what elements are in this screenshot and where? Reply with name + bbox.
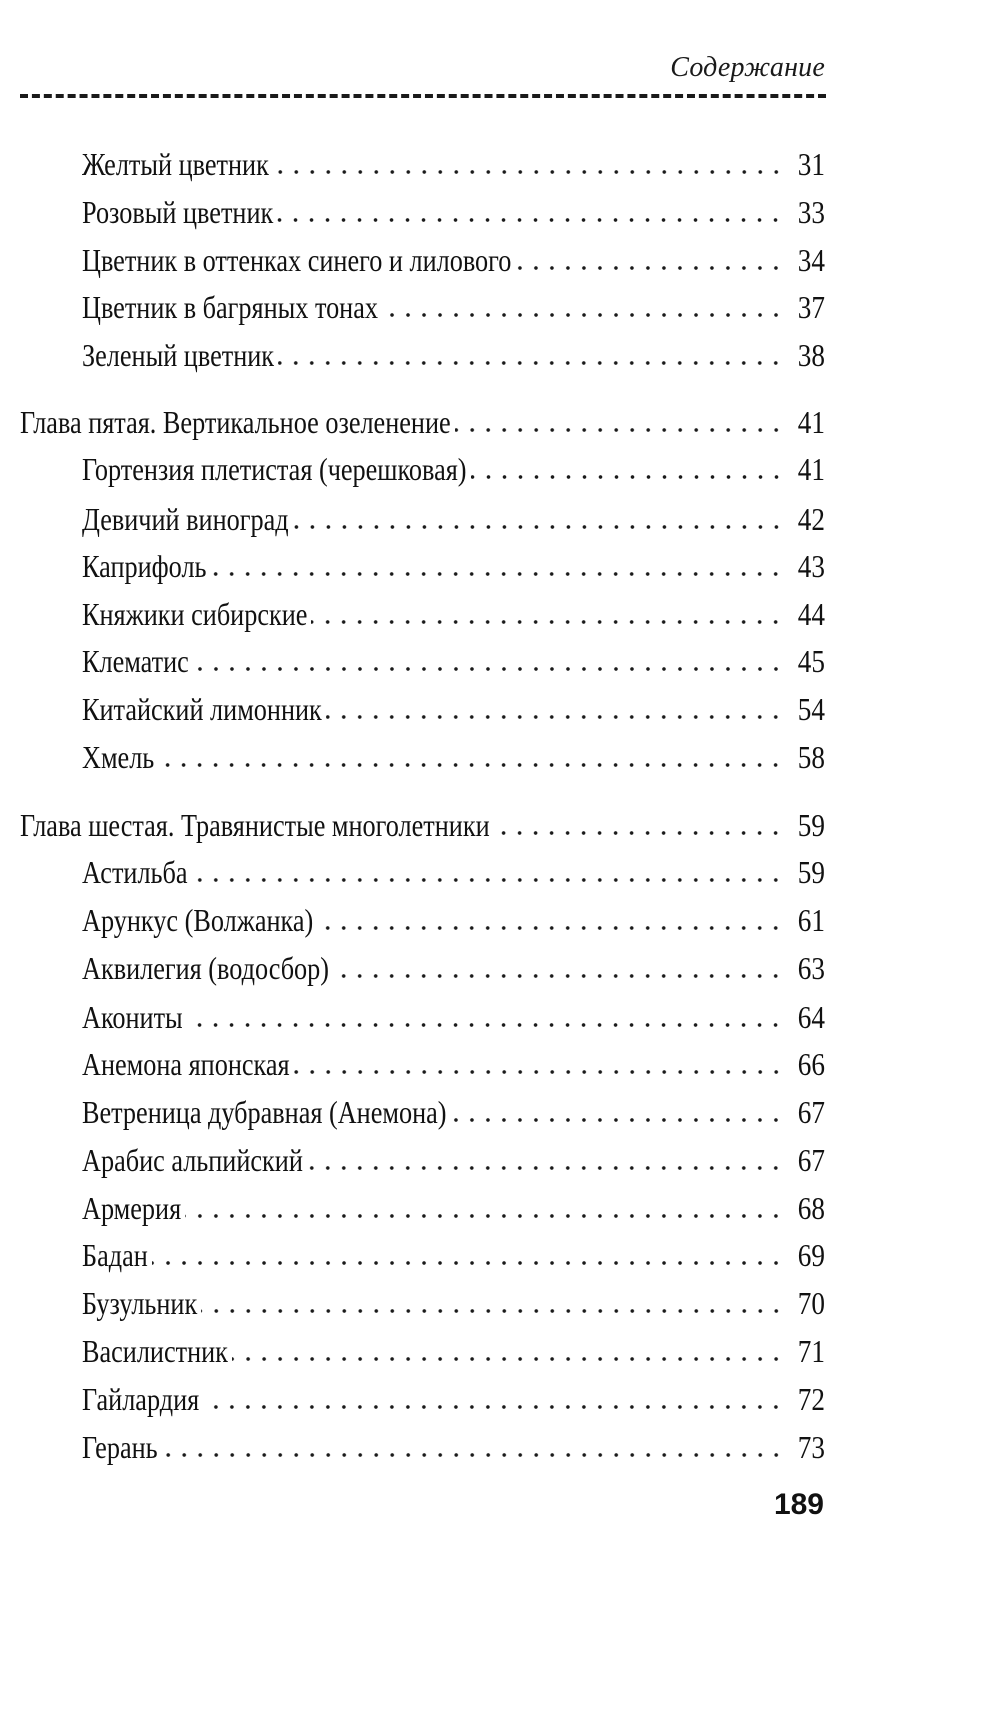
toc-entry-title: Цветник в багряных тонах: [82, 289, 378, 325]
toc-entry[interactable]: [0, 445, 1000, 489]
toc-entry[interactable]: [0, 542, 1000, 586]
toc-entry-page: 38: [797, 337, 825, 373]
toc-entry[interactable]: [0, 1327, 1000, 1371]
toc-entry-page: 31: [797, 146, 825, 182]
toc-entry-title: Глава шестая. Травянистые многолетники: [20, 807, 490, 843]
dot-leader: [455, 427, 784, 433]
dot-leader: [152, 1260, 784, 1266]
header-dashed-rule: [20, 94, 826, 98]
dot-leader: [317, 925, 784, 931]
toc-entry-page: 67: [797, 1094, 825, 1130]
toc-entry[interactable]: [0, 685, 1000, 729]
dot-leader: [471, 474, 785, 480]
toc-entry-page: 59: [797, 854, 825, 890]
dot-leader: [185, 1213, 784, 1219]
toc-entry[interactable]: [0, 1136, 1000, 1180]
dot-leader: [201, 1308, 784, 1314]
toc-entry[interactable]: [0, 733, 1000, 777]
toc-entry-page: 44: [797, 596, 825, 632]
toc-entry-title: Гайлардия: [82, 1381, 200, 1417]
toc-entry[interactable]: [0, 637, 1000, 681]
toc-entry-page: 54: [797, 691, 825, 727]
dot-leader: [278, 360, 784, 366]
toc-entry-title: Хмель: [82, 739, 155, 775]
dot-leader: [382, 312, 784, 318]
toc-entry-title: Зеленый цветник: [82, 337, 275, 373]
toc-entry-title: Герань: [82, 1429, 158, 1465]
toc-chapter-entry[interactable]: [0, 398, 1000, 442]
toc-entry-title: Китайский лимонник: [82, 691, 322, 727]
toc-entry[interactable]: [0, 140, 1000, 184]
page-number: 189: [773, 1488, 824, 1521]
toc-entry-page: 37: [797, 289, 825, 325]
dot-leader: [515, 265, 784, 271]
dot-leader: [326, 714, 784, 720]
toc-entry-title: Клематис: [82, 643, 189, 679]
toc-entry-title: Арункус (Волжанка): [82, 902, 314, 938]
toc-entry-page: 33: [797, 194, 825, 230]
dot-leader: [203, 1404, 784, 1410]
toc-entry[interactable]: [0, 993, 1000, 1037]
toc-entry-page: 72: [797, 1381, 825, 1417]
toc-entry-page: 45: [797, 643, 825, 679]
toc-entry-page: 64: [797, 999, 825, 1035]
toc-entry[interactable]: [0, 944, 1000, 988]
toc-entry-title: Княжики сибирские: [82, 596, 308, 632]
toc-entry-page: 42: [797, 501, 825, 537]
toc-entry-page: 66: [797, 1046, 825, 1082]
running-head: Содержание: [670, 52, 825, 83]
toc-entry[interactable]: [0, 1040, 1000, 1084]
dot-leader: [186, 1022, 784, 1028]
toc-entry-title: Акониты: [82, 999, 183, 1035]
toc-entry-title: Арабис альпийский: [82, 1142, 303, 1178]
toc-entry-title: Аквилегия (водосбор): [82, 950, 330, 986]
dot-leader: [294, 1069, 784, 1075]
toc-entry-title: Розовый цветник: [82, 194, 274, 230]
toc-entry[interactable]: [0, 1279, 1000, 1323]
dot-leader: [311, 619, 784, 625]
dot-leader: [273, 169, 784, 175]
toc-entry-title: Астильба: [82, 854, 188, 890]
dot-leader: [493, 830, 784, 836]
toc-entry[interactable]: [0, 188, 1000, 232]
dot-leader: [232, 1356, 784, 1362]
toc-chapter-entry[interactable]: [0, 801, 1000, 845]
dot-leader: [162, 1452, 784, 1458]
toc-entry[interactable]: [0, 495, 1000, 539]
toc-entry[interactable]: [0, 1088, 1000, 1132]
toc-entry[interactable]: [0, 236, 1000, 280]
toc-entry-page: 71: [797, 1333, 825, 1369]
toc-entry-page: 41: [797, 451, 825, 487]
toc-entry-title: Василистник: [82, 1333, 228, 1369]
dot-leader: [193, 666, 784, 672]
dot-leader: [293, 524, 784, 530]
toc-entry-title: Глава пятая. Вертикальное озеленение: [20, 404, 451, 440]
toc-entry-title: Цветник в оттенках синего и лилового: [82, 242, 512, 278]
toc-entry-page: 41: [797, 404, 825, 440]
dot-leader: [191, 877, 784, 883]
toc-entry-title: Каприфоль: [82, 548, 207, 584]
dot-leader: [277, 217, 784, 223]
toc-entry-page: 67: [797, 1142, 825, 1178]
dot-leader: [210, 571, 784, 577]
toc-entry-page: 61: [797, 902, 825, 938]
toc-entry-page: 58: [797, 739, 825, 775]
toc-entry[interactable]: [0, 848, 1000, 892]
toc-entry-page: 70: [797, 1285, 825, 1321]
toc-entry-page: 68: [797, 1190, 825, 1226]
toc-entry[interactable]: [0, 1231, 1000, 1275]
toc-entry-page: 59: [797, 807, 825, 843]
toc-entry-title: Армерия: [82, 1190, 182, 1226]
dot-leader: [333, 973, 784, 979]
toc-entry-page: 73: [797, 1429, 825, 1465]
dot-leader: [307, 1165, 784, 1171]
toc-entry-title: Бузульник: [82, 1285, 198, 1321]
toc-entry[interactable]: [0, 1423, 1000, 1467]
toc-entry[interactable]: [0, 896, 1000, 940]
toc-entry[interactable]: [0, 590, 1000, 634]
toc-entry[interactable]: [0, 283, 1000, 327]
toc-entry[interactable]: [0, 331, 1000, 375]
toc-entry[interactable]: [0, 1375, 1000, 1419]
toc-entry-title: Анемона японская: [82, 1046, 290, 1082]
dot-leader: [158, 762, 784, 768]
toc-entry[interactable]: [0, 1184, 1000, 1228]
toc-entry-title: Гортензия плетистая (черешковая): [82, 451, 467, 487]
toc-entry-title: Бадан: [82, 1237, 148, 1273]
toc-entry-page: 69: [797, 1237, 825, 1273]
toc-entry-page: 63: [797, 950, 825, 986]
toc-entry-page: 43: [797, 548, 825, 584]
toc-entry-title: Девичий виноград: [82, 501, 289, 537]
toc-entry-title: Желтый цветник: [82, 146, 269, 182]
toc-entry-page: 34: [797, 242, 825, 278]
toc-entry-title: Ветреница дубравная (Анемона): [82, 1094, 447, 1130]
dot-leader: [450, 1117, 784, 1123]
